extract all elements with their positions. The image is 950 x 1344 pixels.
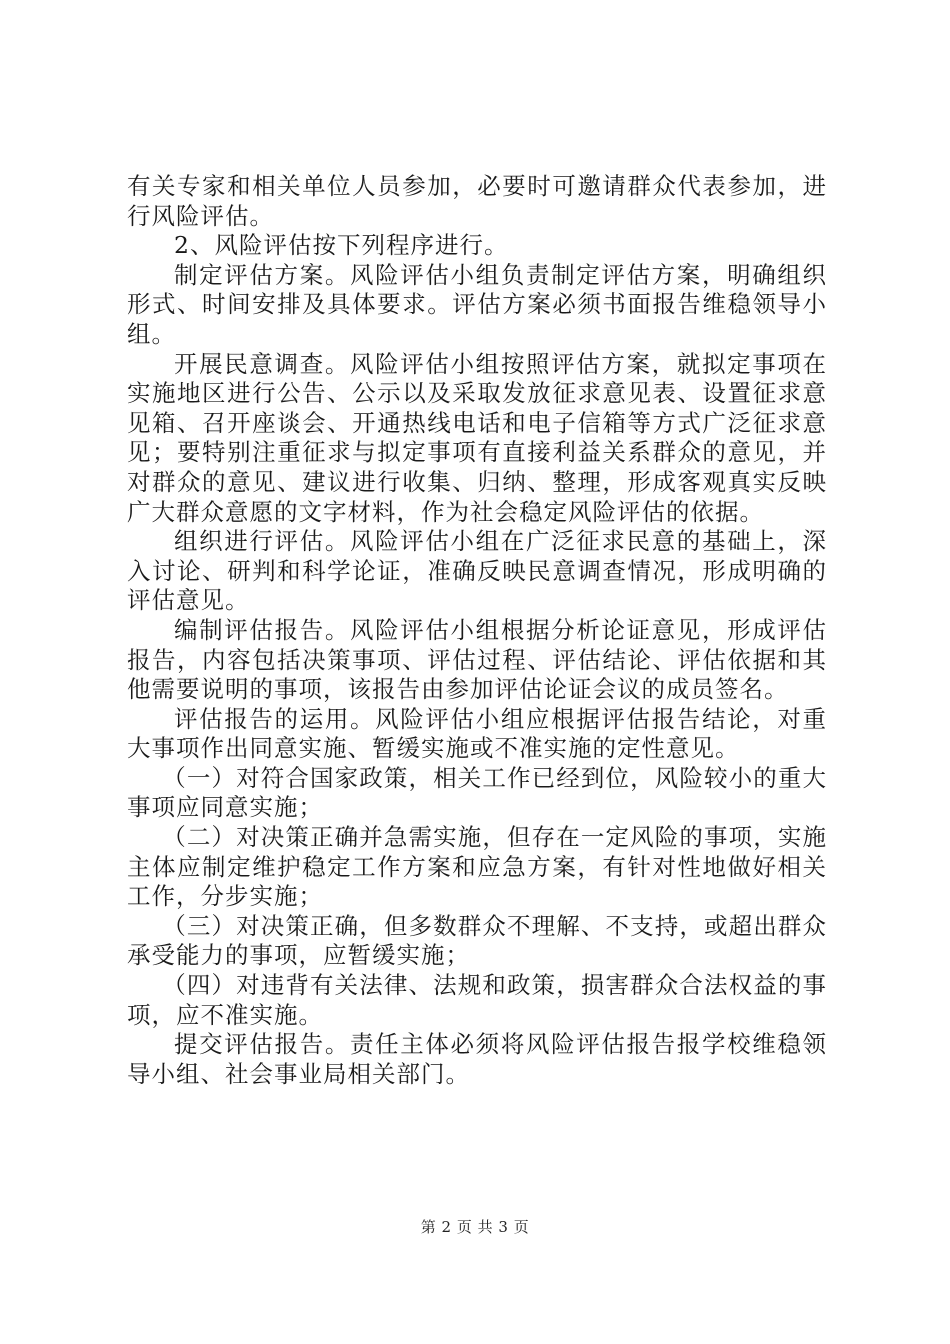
- paragraph-public-opinion-survey: 开展民意调查。风险评估小组按照评估方案，就拟定事项在实施地区进行公告、公示以及采取发放征求意见表、设置征求意见箱、召开座谈会、开通热线电话和电子信箱等方式广泛征求意见；要特别注重征求与拟定事项有直接利益关系群众的意见，并对群众的意见、建议进行收集、归纳、整理，形成客观真实反映广大群众意愿的文字材料，作为社会稳定风险评估的依据。: [127, 349, 827, 526]
- paragraph-continuation: 有关专家和相关单位人员参加，必要时可邀请群众代表参加，进行风险评估。: [127, 172, 827, 230]
- paragraph-item-3: （三）对决策正确，但多数群众不理解、不支持，或超出群众承受能力的事项，应暂缓实施；: [127, 911, 827, 970]
- document-body: [127, 172, 827, 1089]
- paragraph-item-1: （一）对符合国家政策，相关工作已经到位，风险较小的重大事项应同意实施；: [127, 763, 827, 822]
- paragraph-report-usage: 评估报告的运用。风险评估小组应根据评估报告结论，对重大事项作出同意实施、暂缓实施或不准实施的定性意见。: [127, 704, 827, 763]
- paragraph-compile-report: 编制评估报告。风险评估小组根据分析论证意见，形成评估报告，内容包括决策事项、评估过程、评估结论、评估依据和其他需要说明的事项，该报告由参加评估论证会议的成员签名。: [127, 615, 827, 704]
- paragraph-item-2: （二）对决策正确并急需实施，但存在一定风险的事项，实施主体应制定维护稳定工作方案和应急方案，有针对性地做好相关工作，分步实施；: [127, 823, 827, 911]
- paragraph-conduct-assessment: 组织进行评估。风险评估小组在广泛征求民意的基础上，深入讨论、研判和科学论证，准确反映民意调查情况，形成明确的评估意见。: [127, 527, 827, 615]
- paragraph-item-4: （四）对违背有关法律、法规和政策，损害群众合法权益的事项，应不准实施。: [127, 971, 827, 1029]
- paragraph-assessment-plan: 制定评估方案。风险评估小组负责制定评估方案，明确组织形式、时间安排及具体要求。评估方案必须书面报告维稳领导小组。: [127, 260, 827, 348]
- paragraph-submit-report: 提交评估报告。责任主体必须将风险评估报告报学校维稳领导小组、社会事业局相关部门。: [127, 1030, 827, 1088]
- paragraph-procedure-heading: 2、风险评估按下列程序进行。: [174, 231, 509, 260]
- page-number-footer: 第 2 页 共 3 页: [420, 1218, 530, 1236]
